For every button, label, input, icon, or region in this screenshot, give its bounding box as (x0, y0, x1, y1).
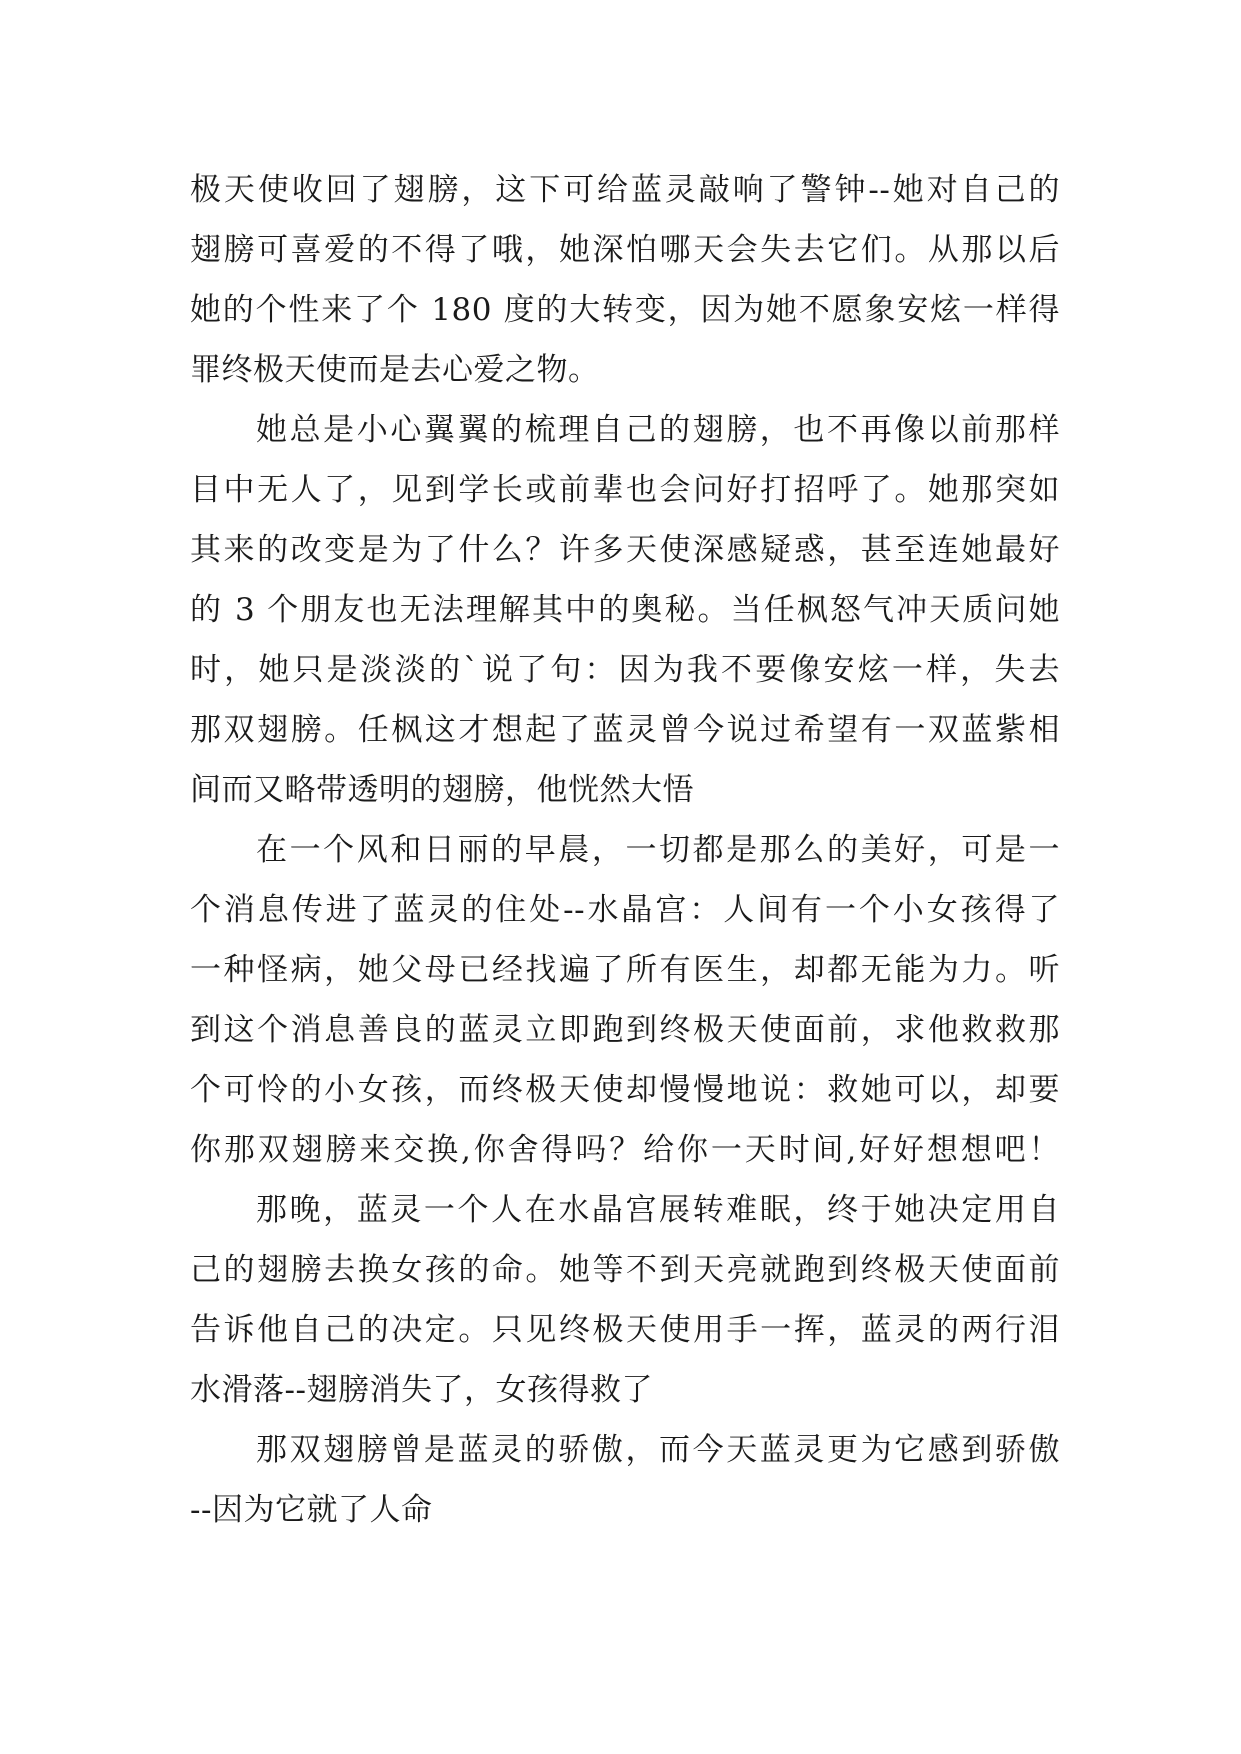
text-line: 目中无人了，见到学长或前辈也会问好打招呼了。她那突如 (190, 472, 1060, 508)
text-line: 个消息传进了蓝灵的住处--水晶宫：人间有一个小女孩得了 (190, 892, 1060, 928)
text-line: 翅膀可喜爱的不得了哦，她深怕哪天会失去它们。从那以后 (190, 232, 1060, 268)
paragraph (190, 1180, 1060, 1420)
text-line: 到这个消息善良的蓝灵立即跑到终极天使面前，求他救救那 (190, 1012, 1060, 1048)
paragraph (190, 160, 1060, 400)
text-line: 罪终极天使而是去心爱之物。 (190, 352, 600, 388)
text-line: 一种怪病，她父母已经找遍了所有医生，却都无能为力。听 (190, 952, 1060, 988)
text-line: 在一个风和日丽的早晨，一切都是那么的美好，可是一 (256, 832, 1060, 868)
text-line: 那晚，蓝灵一个人在水晶宫展转难眠，终于她决定用自 (256, 1192, 1060, 1228)
text-line: 间而又略带透明的翅膀，他恍然大悟 (190, 772, 694, 808)
text-line: 时，她只是淡淡的`说了句：因为我不要像安炫一样，失去 (190, 652, 1060, 688)
text-line: --因为它就了人命 (190, 1492, 433, 1528)
body-text (190, 160, 1060, 1540)
text-line: 那双翅膀。任枫这才想起了蓝灵曾今说过希望有一双蓝紫相 (190, 712, 1060, 748)
paragraph (190, 1420, 1060, 1540)
text-line: 那双翅膀曾是蓝灵的骄傲，而今天蓝灵更为它感到骄傲 (256, 1432, 1060, 1468)
text-line: 的 3 个朋友也无法理解其中的奥秘。当任枫怒气冲天质问她 (190, 592, 1060, 628)
text-line: 她的个性来了个 180 度的大转变，因为她不愿象安炫一样得 (190, 292, 1060, 328)
text-line: 告诉他自己的决定。只见终极天使用手一挥，蓝灵的两行泪 (190, 1312, 1060, 1348)
text-line: 她总是小心翼翼的梳理自己的翅膀，也不再像以前那样 (256, 412, 1060, 448)
text-line: 水滑落--翅膀消失了，女孩得救了 (190, 1372, 653, 1408)
paragraph (190, 820, 1060, 1180)
text-line: 个可怜的小女孩，而终极天使却慢慢地说：救她可以，却要 (190, 1072, 1060, 1108)
text-line: 其来的改变是为了什么？许多天使深感疑惑，甚至连她最好 (190, 532, 1060, 568)
text-line: 你那双翅膀来交换,你舍得吗？给你一天时间,好好想想吧！ (190, 1132, 1060, 1168)
text-line: 极天使收回了翅膀，这下可给蓝灵敲响了警钟--她对自己的 (190, 172, 1060, 208)
text-line: 己的翅膀去换女孩的命。她等不到天亮就跑到终极天使面前 (190, 1252, 1060, 1288)
paragraph (190, 400, 1060, 820)
